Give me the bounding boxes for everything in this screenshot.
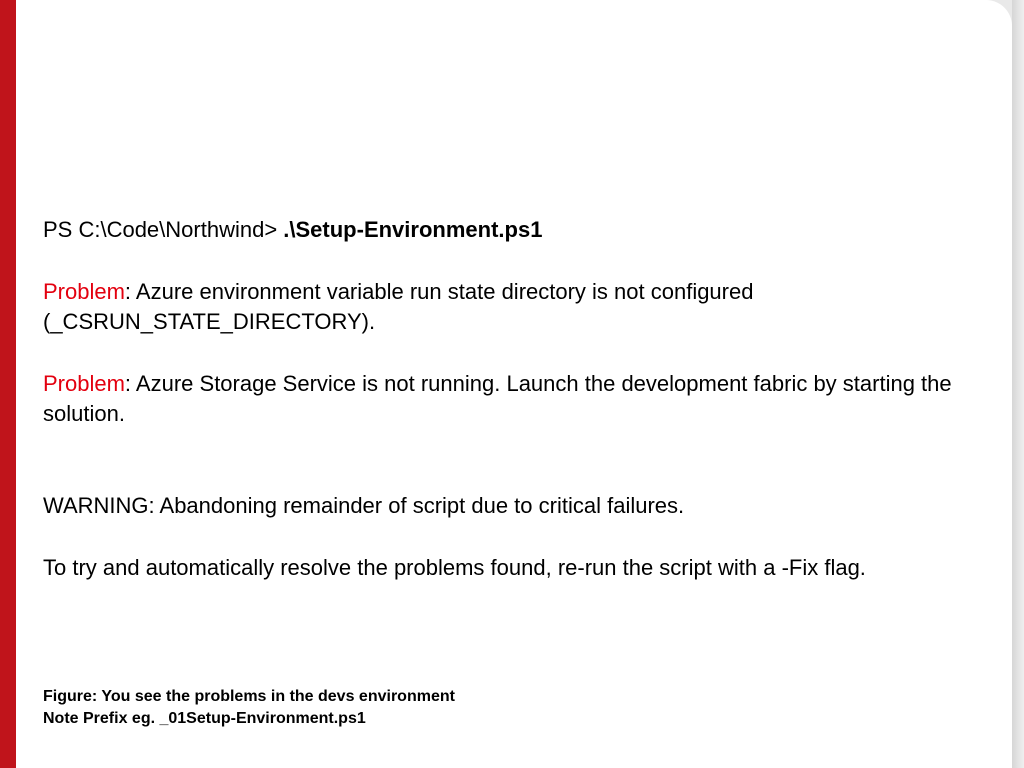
prompt-text: PS C:\Code\Northwind> bbox=[43, 217, 284, 242]
accent-bar bbox=[0, 0, 16, 768]
problem-label: Problem bbox=[43, 279, 125, 304]
problem-label: Problem bbox=[43, 371, 125, 396]
resolution-message: To try and automatically resolve the problems found, re-run the script with a -Fix flag. bbox=[43, 555, 866, 580]
problem-text: : Azure environment variable run state directory is not configured (_CSRUN_STATE_DIRECTORY). bbox=[43, 279, 754, 334]
caption-line-1: Figure: You see the problems in the devs environment bbox=[43, 688, 455, 705]
figure-caption bbox=[43, 686, 455, 730]
problem-text: : Azure Storage Service is not running. Launch the development fabric by starting the solution. bbox=[43, 371, 952, 426]
problem-message-2 bbox=[43, 369, 963, 429]
page-edge-shadow bbox=[1012, 0, 1024, 768]
warning-message: WARNING: Abandoning remainder of script due to critical failures. bbox=[43, 493, 685, 518]
console-output bbox=[43, 215, 963, 583]
command-line bbox=[43, 215, 963, 245]
command-text: .\Setup-Environment.ps1 bbox=[283, 217, 543, 242]
caption-line-2: Note Prefix eg. _01Setup-Environment.ps1 bbox=[43, 710, 366, 727]
problem-message-1 bbox=[43, 277, 963, 337]
